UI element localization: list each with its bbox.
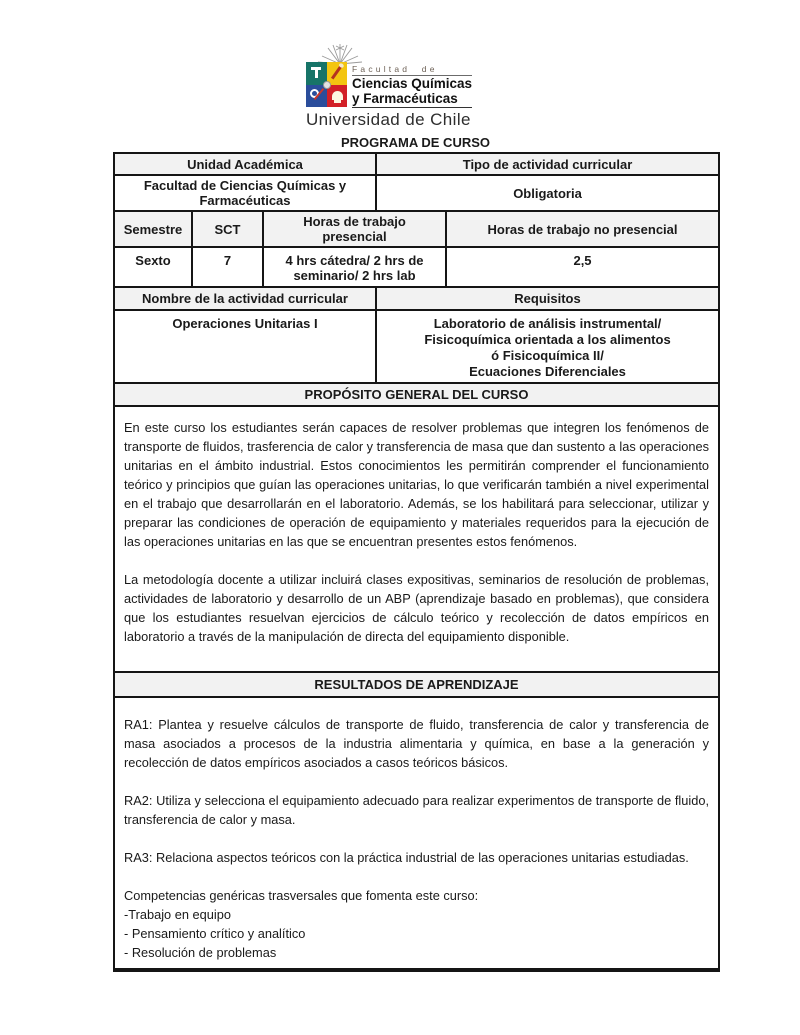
table-row [114,697,719,970]
resultados-body-cell [114,697,719,970]
cell-sct-value: 7 [192,247,263,287]
competencia-item: - Pensamiento crítico y analítico [124,926,306,941]
table-row [114,310,719,383]
cell-unidad-academica-value: Facultad de Ciencias Químicas y Farmacéuticas [114,175,376,211]
cell-nombre-label: Nombre de la actividad curricular [114,287,376,310]
competencia-item: - Resolución de problemas [124,945,277,960]
page-title: PROGRAMA DE CURSO [340,135,491,150]
faculty-wordmark [352,62,472,108]
requisito-line: ó Fisicoquímica II/ [491,348,604,363]
requisito-line: Laboratorio de análisis instrumental/ [433,316,662,331]
cell-horas-presencial-label: Horas de trabajo presencial [263,211,446,247]
proposito-paragraph-2: La metodología docente a utilizar incluirá clases expositivas, seminarios de resolución de problemas, actividades de laboratorio y desarrollo de un ABP (aprendizaje basado en problemas), que considera que los estudiantes resuelvan ejercicios de cálculo teórico y recolección de datos empíricos en laboratorio a través de la manipulación de directa del equipamiento disponible. [124,572,710,644]
table-row [114,406,719,672]
cell-sct-label: SCT [192,211,263,247]
cell-nombre-value: Operaciones Unitarias I [114,310,376,383]
hammer-icon [311,67,321,70]
university-logo [306,42,496,130]
faculty-shield-icon [306,62,347,107]
proposito-body-cell [114,406,719,672]
cell-horas-no-presencial-label: Horas de trabajo no presencial [446,211,719,247]
faculty-line-bold2: y Farmacéuticas [352,91,472,108]
proposito-paragraph-1: En este curso los estudiantes serán capaces de resolver problemas que integren los fenómenos de transporte de fluidos, trasferencia de calor y transferencia de masa que dan sustento a las operaciones unitarias en el ámbito industrial. Estos conocimientos les permitirán comprender el funcionamiento teórico y principios que guían las operaciones unitarias, lo que verificarán también a nivel experimental en el trabajo que desarrollarán en el laboratorio. Además, se los habilitará para seleccionar, utilizar y preparar las condiciones de operación de equipamiento y materiales requeridos para la ejecución de las operaciones unitarias en las que se encuentran presentes estos fenómenos. [124,420,710,549]
competencia-item: -Trabajo en equipo [124,907,231,922]
torch-icon [330,65,341,79]
cell-tipo-actividad-label: Tipo de actividad curricular [376,153,719,175]
table-row [114,175,719,211]
bell-icon [332,91,343,100]
ra3-paragraph: RA3: Relaciona aspectos teóricos con la práctica industrial de las operaciones unitarias estudiadas. [124,850,689,865]
ra2-paragraph: RA2: Utiliza y selecciona el equipamiento adecuado para realizar experimentos de transporte de fluido, transferencia de calor y masa. [124,793,710,827]
section-header-row [114,383,719,406]
cell-horas-presencial-value: 4 hrs cátedra/ 2 hrs de seminario/ 2 hrs lab [263,247,446,287]
shield-center-medal [323,81,331,89]
section-header-row [114,672,719,697]
cell-semestre-value: Sexto [114,247,192,287]
requisito-line: Ecuaciones Diferenciales [469,364,626,379]
requisito-line: Fisicoquímica orientada a los alimentos [424,332,671,347]
table-row [114,211,719,247]
faculty-line-small: Facultad de [352,64,472,76]
cell-horas-no-presencial-value: 2,5 [446,247,719,287]
cell-tipo-actividad-value: Obligatoria [376,175,719,211]
table-row [114,287,719,310]
table-row [114,247,719,287]
cell-requisitos-label: Requisitos [376,287,719,310]
cell-requisitos-value [376,310,719,383]
table-row [114,153,719,175]
cell-unidad-academica-label: Unidad Académica [114,153,376,175]
proposito-section-header: PROPÓSITO GENERAL DEL CURSO [114,383,719,406]
instrument-icon [310,89,319,98]
competencias-intro: Competencias genéricas trasversales que fomenta este curso: [124,888,479,903]
cell-semestre-label: Semestre [114,211,192,247]
faculty-line-bold1: Ciencias Químicas [352,76,473,91]
course-program-table [113,152,720,972]
resultados-section-header: RESULTADOS DE APRENDIZAJE [114,672,719,697]
university-name: Universidad de Chile [306,110,471,129]
ra1-paragraph: RA1: Plantea y resuelve cálculos de transporte de fluido, transferencia de calor y transferencia de masa asociados a procesos de la industria alimentaria y química, en base a la generación y recolección de datos empíricos asociados a casos teóricos básicos. [124,717,710,770]
